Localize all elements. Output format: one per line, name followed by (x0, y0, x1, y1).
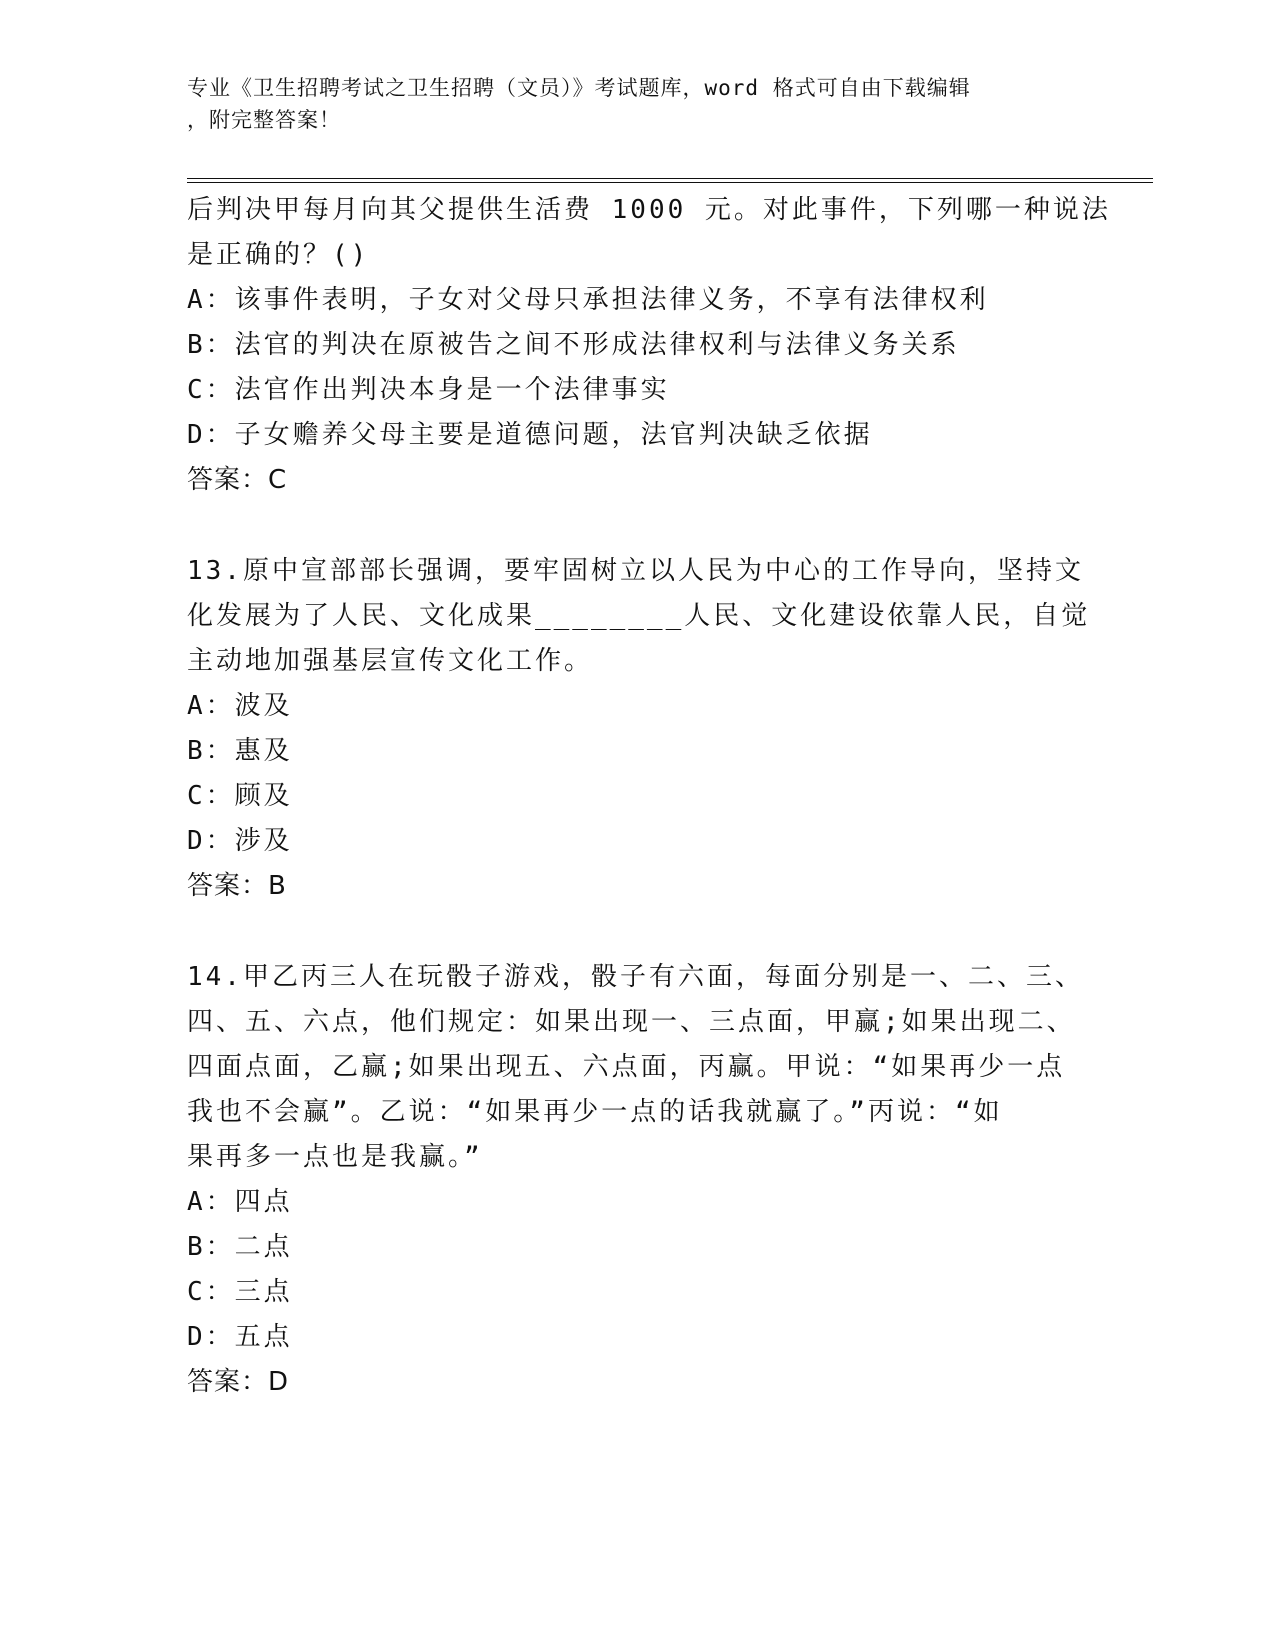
question-spacer (187, 909, 1087, 955)
option-d: D：子女赡养父母主要是道德问题，法官判决缺乏依据 (187, 420, 873, 450)
question-stem-line: 后判决甲每月向其父提供生活费 1000 元。对此事件，下列哪一种说法 (187, 195, 1111, 225)
question-stem-line: 13.原中宣部部长强调，要牢固树立以人民为中心的工作导向，坚持文 (187, 556, 1084, 586)
option-d: D：五点 (187, 1322, 293, 1352)
option-c: C：顾及 (187, 781, 293, 811)
option-b: B：法官的判决在原被告之间不形成法律权利与法律义务关系 (187, 330, 960, 360)
document-header (187, 72, 1067, 136)
header-divider-bottom (187, 182, 1153, 183)
question-stem-line: 四面点面，乙赢;如果出现五、六点面，丙赢。甲说：“如果再少一点 (187, 1052, 1066, 1082)
header-line-2: ，附完整答案！ (187, 108, 341, 132)
answer-line: 答案：D (187, 1367, 290, 1397)
option-c: C：三点 (187, 1277, 293, 1307)
question-stem-line: 主动地加强基层宣传文化工作。 (187, 646, 594, 676)
header-divider-top (187, 178, 1153, 179)
option-a: A：四点 (187, 1187, 293, 1217)
option-b: B：惠及 (187, 736, 293, 766)
option-a: A：该事件表明，子女对父母只承担法律义务，不享有法律权利 (187, 285, 989, 315)
option-b: B：二点 (187, 1232, 293, 1262)
question-stem-line: 果再多一点也是我赢。” (187, 1142, 483, 1172)
answer-line: 答案：C (187, 465, 288, 495)
question-stem-line: 14.甲乙丙三人在玩骰子游戏，骰子有六面，每面分别是一、二、三、 (187, 962, 1084, 992)
question-stem-line: 四、五、六点，他们规定：如果出现一、三点面，甲赢;如果出现二、 (187, 1007, 1076, 1037)
question-14 (187, 955, 1087, 1405)
option-d: D：涉及 (187, 826, 293, 856)
question-spacer (187, 503, 1087, 549)
question-12 (187, 188, 1111, 503)
header-line-1: 专业《卫生招聘考试之卫生招聘（文员）》考试题库，word 格式可自由下载编辑 (187, 76, 971, 100)
option-c: C：法官作出判决本身是一个法律事实 (187, 375, 670, 405)
question-stem-line: 化发展为了人民、文化成果________人民、文化建设依靠人民，自觉 (187, 601, 1091, 631)
option-a: A：波及 (187, 691, 293, 721)
question-stem-line: 我也不会赢”。乙说：“如果再少一点的话我就赢了。”丙说：“如 (187, 1097, 1003, 1127)
answer-line: 答案：B (187, 871, 287, 901)
question-list (187, 188, 1111, 1405)
question-stem-line: 是正确的？() (187, 240, 370, 270)
question-13 (187, 549, 1091, 909)
